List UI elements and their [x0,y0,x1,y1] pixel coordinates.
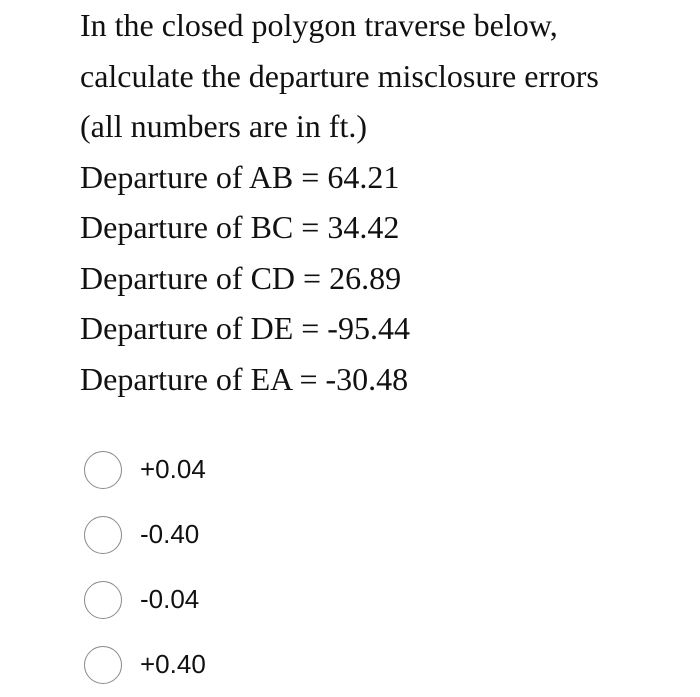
radio-button[interactable] [84,451,122,489]
answer-option-label: -0.40 [140,519,200,549]
question-text [80,0,680,404]
answer-option-1[interactable] [84,437,644,502]
radio-button[interactable] [84,581,122,619]
question-line: calculate the departure misclosure errors [80,57,599,94]
answer-option-2[interactable] [84,502,644,567]
answer-option-label: +0.04 [140,454,206,484]
radio-button[interactable] [84,646,122,684]
answer-option-4[interactable] [84,632,644,697]
answer-options [84,437,644,697]
departure-ea: Departure of EA = -30.48 [80,360,409,397]
answer-option-3[interactable] [84,567,644,632]
answer-option-label: +0.40 [140,649,206,679]
departure-ab: Departure of AB = 64.21 [80,158,400,195]
departure-bc: Departure of BC = 34.42 [80,209,400,245]
radio-button[interactable] [84,516,122,554]
departure-de: Departure of DE = -95.44 [80,310,410,346]
answer-option-label: -0.04 [140,584,200,614]
question-line: (all numbers are in ft.) [80,108,367,144]
question-line: In the closed polygon traverse below, [80,7,558,43]
departure-cd: Departure of CD = 26.89 [80,259,402,296]
